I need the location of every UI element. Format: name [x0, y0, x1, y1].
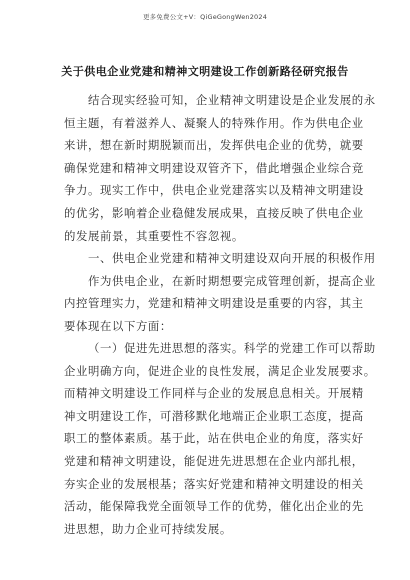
section-one — [64, 247, 376, 337]
paragraph-intro — [64, 89, 376, 247]
paragraph-line: 结合现实经验可知，企业精神文明建设是企业发展的永 — [88, 93, 376, 107]
paragraph-line: 而精神文明建设工作同样与企业的发展息息相关。开展精 — [64, 386, 364, 401]
paragraph-line: 作为供电企业，在新时期想要完成管理创新，提高企业 — [88, 273, 376, 288]
paragraph-line: 争力。现实工作中，供电企业党建落实以及精神文明建设 — [64, 183, 364, 198]
paragraph-line: 活动，能保障我党全面领导工作的优势，催化出企业的先 — [64, 499, 364, 514]
document-title: 关于供电企业党建和精神文明建设工作创新路径研究报告 — [61, 65, 349, 78]
subsection-heading: （一）促进先进思想的落实。科学的党建工作可以帮助 — [88, 341, 376, 355]
paragraph-line: 职工的整体素质。基于此，站在供电企业的角度，落实好 — [64, 431, 364, 446]
paragraph-line: 夯实企业的发展根基；落实好党建和精神文明建设的相关 — [64, 476, 364, 491]
paragraph-line: 要体现在以下方面： — [64, 318, 172, 333]
paragraph-line: 确保党建和精神文明建设双管齐下，借此增强企业综合竞 — [64, 160, 364, 175]
header-watermark: 更多免费公文+V：QiGeGongWen2024 — [142, 13, 268, 21]
paragraph-line: 神文明建设工作，可潜移默化地端正企业职工态度，提高 — [64, 408, 364, 423]
paragraph-line: 党建和精神文明建设，能促进先进思想在企业内部扎根， — [64, 453, 364, 468]
section-heading: 一、供电企业党建和精神文明建设双向开展的积极作用 — [88, 251, 376, 265]
paragraph-line: 恒主题，有着滋养人、凝聚人的特殊作用。作为供电企业 — [64, 115, 364, 130]
paragraph-line: 内控管理实力，党建和精神文明建设是重要的内容，其主 — [64, 296, 364, 311]
subsection-one — [64, 337, 376, 540]
paragraph-line: 来讲，想在新时期脱颖而出，发挥供电企业的优势，就要 — [64, 138, 364, 153]
paragraph-line: 企业明确方向，促进企业的良性发展，满足企业发展要求。 — [64, 363, 376, 378]
paragraph-line: 的发展前景，其重要性不容忽视。 — [64, 228, 244, 243]
paragraph-line: 进思想，助力企业可持续发展。 — [64, 521, 232, 536]
paragraph-line: 的优劣，影响着企业稳健发展成果，直接反映了供电企业 — [64, 205, 364, 220]
